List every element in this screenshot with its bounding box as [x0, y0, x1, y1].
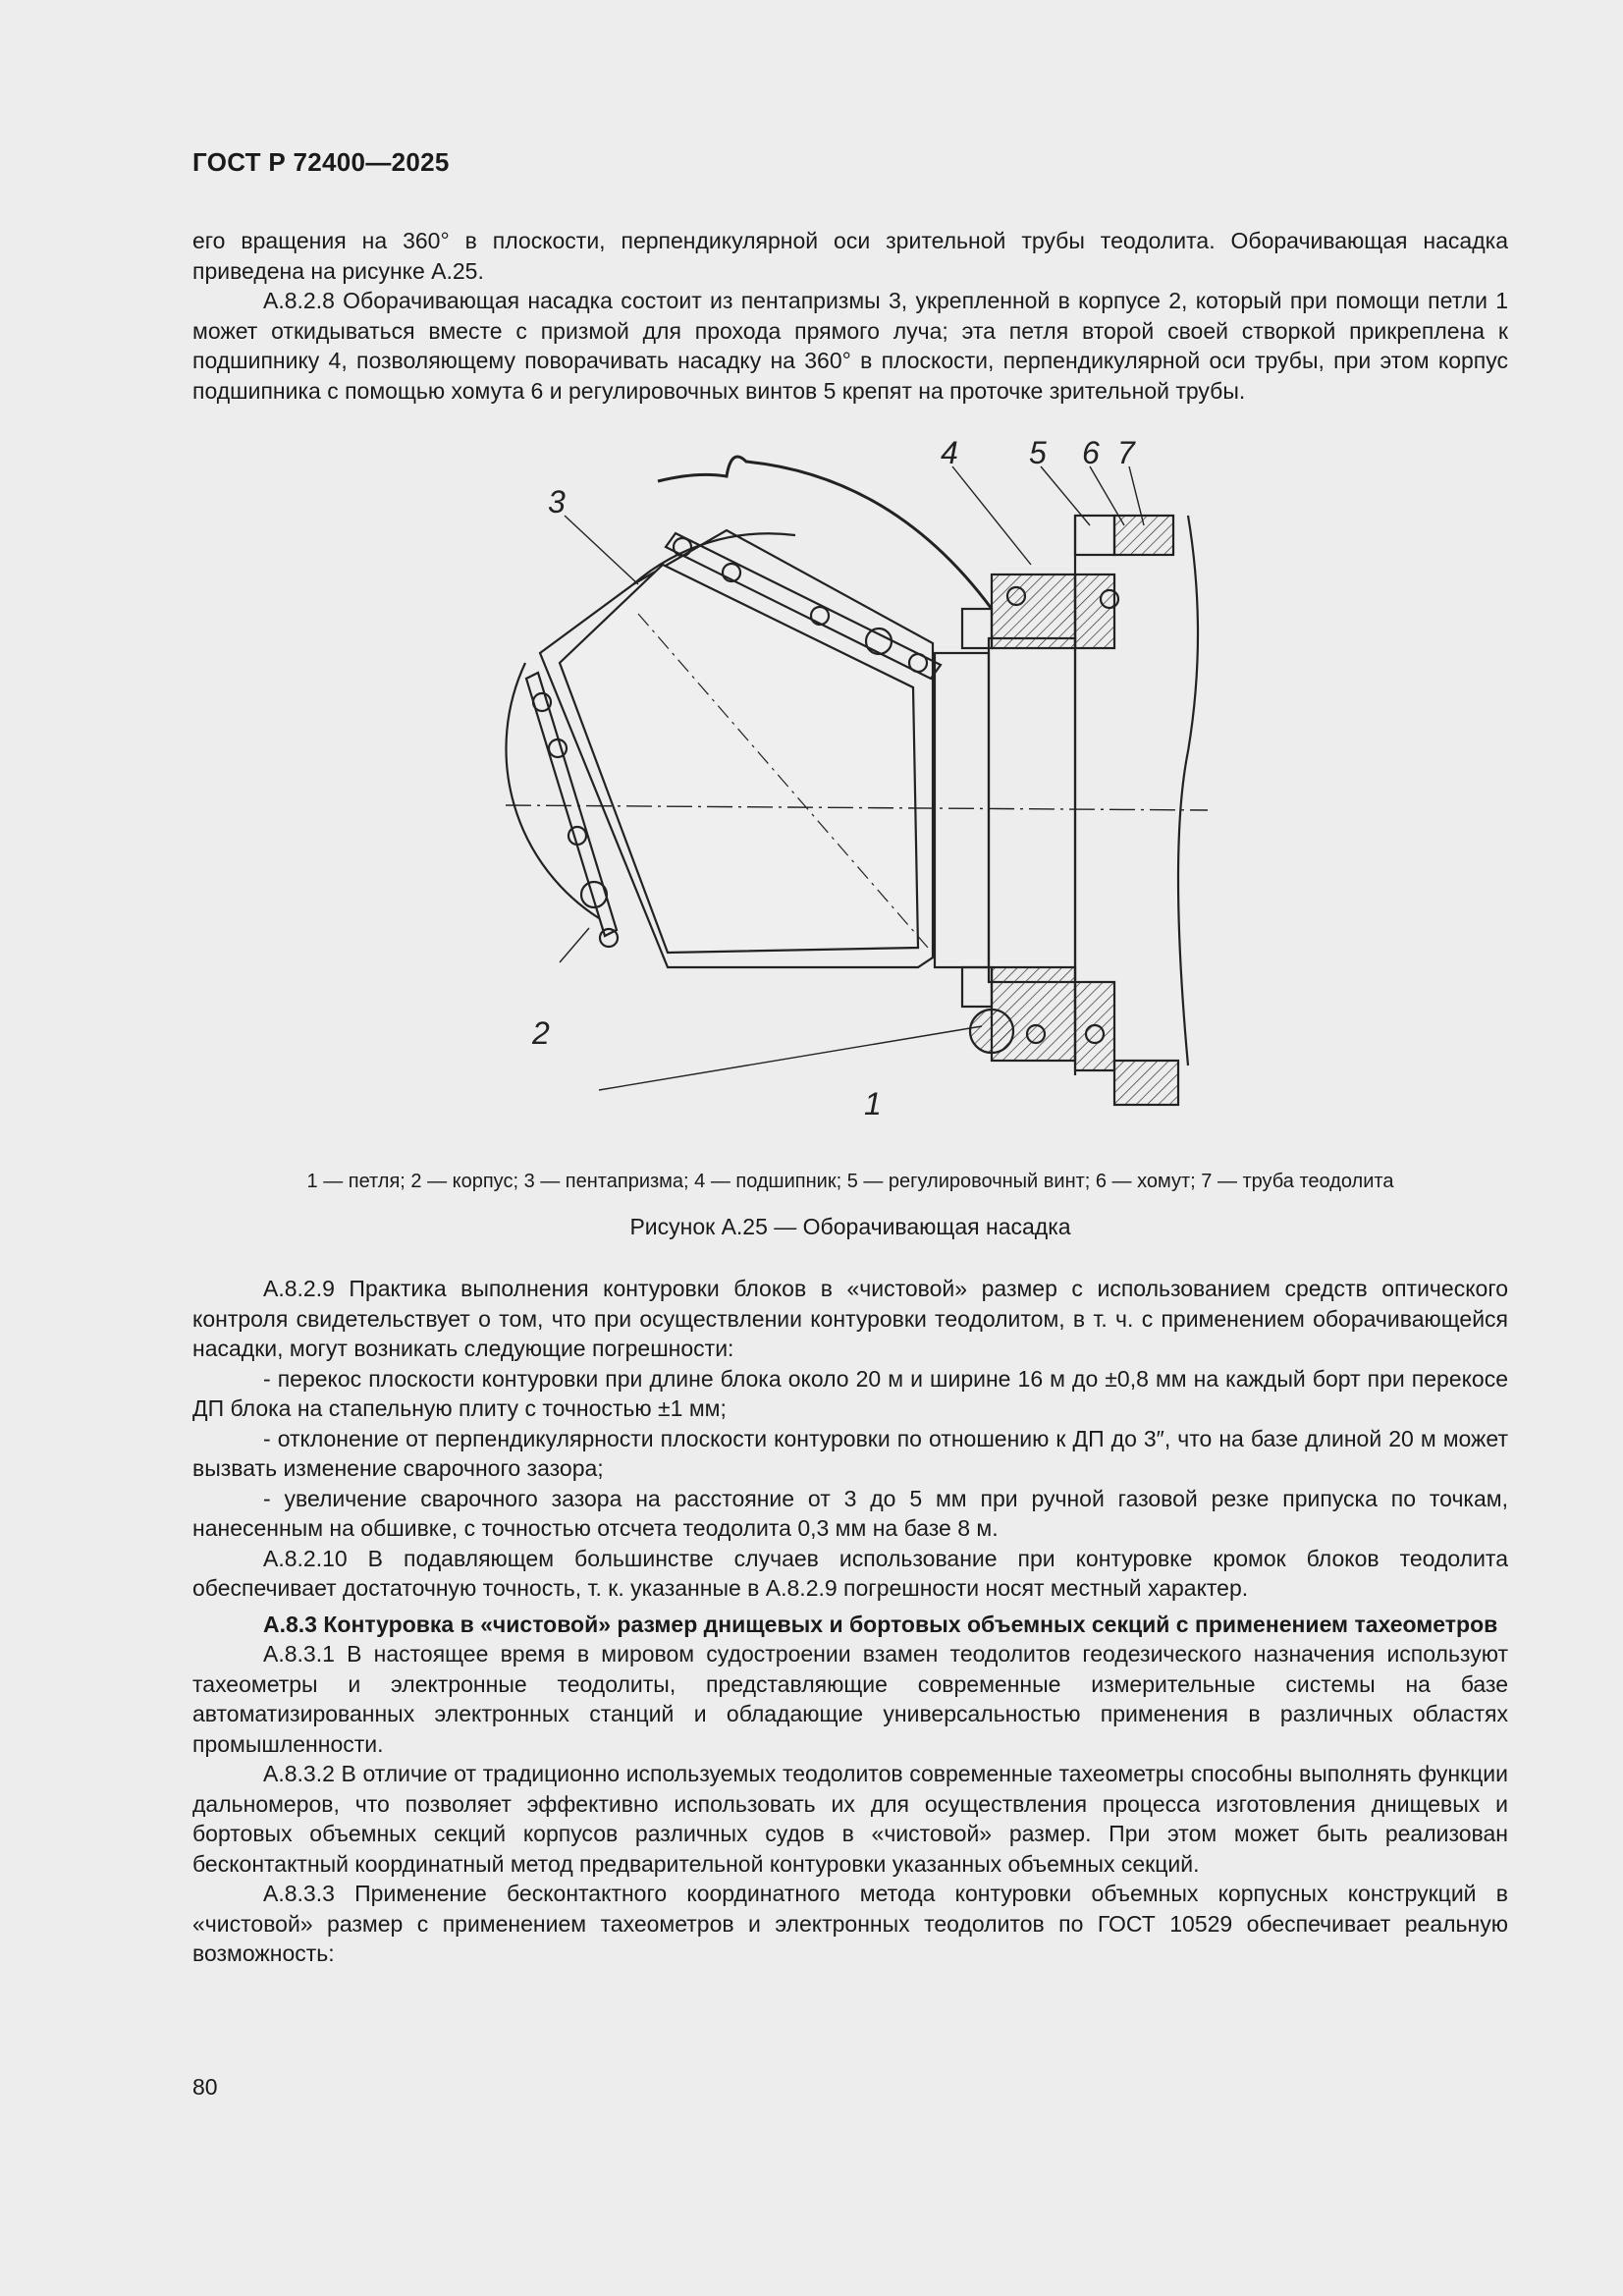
intro-text — [192, 226, 1508, 406]
paragraph: А.8.3.1 В настоящее время в мировом судостроении взамен теодолитов геодезического назначения используют тахеометры и электронные теодолиты, представляющие современные измерительные системы на базе автоматизированных электронных станций и обладающие универсальностью применения в различных областях промышленности. — [192, 1641, 1508, 1757]
body-text — [192, 1274, 1508, 1969]
paragraph: А.8.3.3 Применение бесконтактного координатного метода контуровки объемных корпусных конструкций в «чистовой» размер с применением тахеометров и электронных теодолитов по ГОСТ 10529 обеспечивает реальную возможность: — [192, 1881, 1508, 1966]
label-2: 2 — [532, 1015, 550, 1051]
document-header: ГОСТ Р 72400—2025 — [192, 147, 450, 177]
paragraph: А.8.3.2 В отличие от традиционно используемых теодолитов современные тахеометры способны выполнять функции дальномеров, что позволяет эффективно использовать их для осуществления процесса изготовления днищевых и бортовых объемных секций корпусов различных судов в «чистовой» размер. При этом может быть реализован бесконтактный координатный метод предварительной контуровки указанных объемных секций. — [192, 1761, 1508, 1877]
paragraph: его вращения на 360° в плоскости, перпендикулярной оси зрительной трубы теодолита. Оборачивающая насадка приведена на рисунке А.25. — [192, 228, 1508, 284]
paragraph: А.8.2.8 Оборачивающая насадка состоит из пентапризмы 3, укрепленной в корпусе 2, который при помощи петли 1 может откидываться вместе с призмой для прохода прямого луча; эта петля второй своей створкой прикреплена к подшипнику 4, позволяющему поворачивать насадку на 360° в плоскости, перпендикулярной оси трубы, при этом корпус подшипника с помощью хомута 6 и регулировочных винтов 5 крепят на проточке зрительной трубы. — [192, 288, 1508, 404]
label-3: 3 — [548, 484, 566, 519]
page-number: 80 — [192, 2074, 218, 2100]
paragraph: А.8.2.9 Практика выполнения контуровки блоков в «чистовой» размер с использованием средств оптического контроля свидетельствует о том, что при осуществлении контуровки теодолитом, в т. ч. с применением оборачивающейся насадки, могут возникать следующие погрешности: — [192, 1276, 1508, 1361]
section-heading: А.8.3 Контуровка в «чистовой» размер днищевых и бортовых объемных секций с применением тахеометров — [263, 1611, 1498, 1637]
figure-drawing — [481, 437, 1227, 1124]
pentaprism — [560, 565, 918, 953]
list-item: - увеличение сварочного зазора на расстояние от 3 до 5 мм при ручной газовой резке припуска по точкам, нанесенным на обшивке, с точностью отсчета теодолита 0,3 мм на базе 8 м. — [192, 1485, 1508, 1541]
technical-drawing — [481, 437, 1227, 1124]
figure-caption: Рисунок А.25 — Оборачивающая насадка — [629, 1214, 1071, 1239]
label-7: 7 — [1117, 437, 1135, 470]
figure-legend: 1 — петля; 2 — корпус; 3 — пентапризма; 4 — подшипник; 5 — регулировочный винт; 6 — хомут; 7 — труба теодолита — [306, 1171, 1394, 1192]
list-item: - отклонение от перпендикулярности плоскости контуровки по отношению к ДП до 3″, что на базе длиной 20 м может вызвать изменение сварочного зазора; — [192, 1425, 1508, 1481]
paragraph: А.8.2.10 В подавляющем большинстве случаев использование при контуровке кромок блоков теодолита обеспечивает достаточную точность, т. к. указанные в А.8.2.9 погрешности носят местный характер. — [192, 1545, 1508, 1601]
label-4: 4 — [941, 437, 958, 470]
label-1: 1 — [864, 1086, 882, 1121]
label-5: 5 — [1029, 437, 1047, 470]
list-item: - перекос плоскости контуровки при длине блока около 20 м и ширине 16 м до ±0,8 мм на каждый борт при перекосе ДП блока на стапельную плиту с точностью ±1 мм; — [192, 1365, 1508, 1421]
label-6: 6 — [1082, 437, 1100, 470]
